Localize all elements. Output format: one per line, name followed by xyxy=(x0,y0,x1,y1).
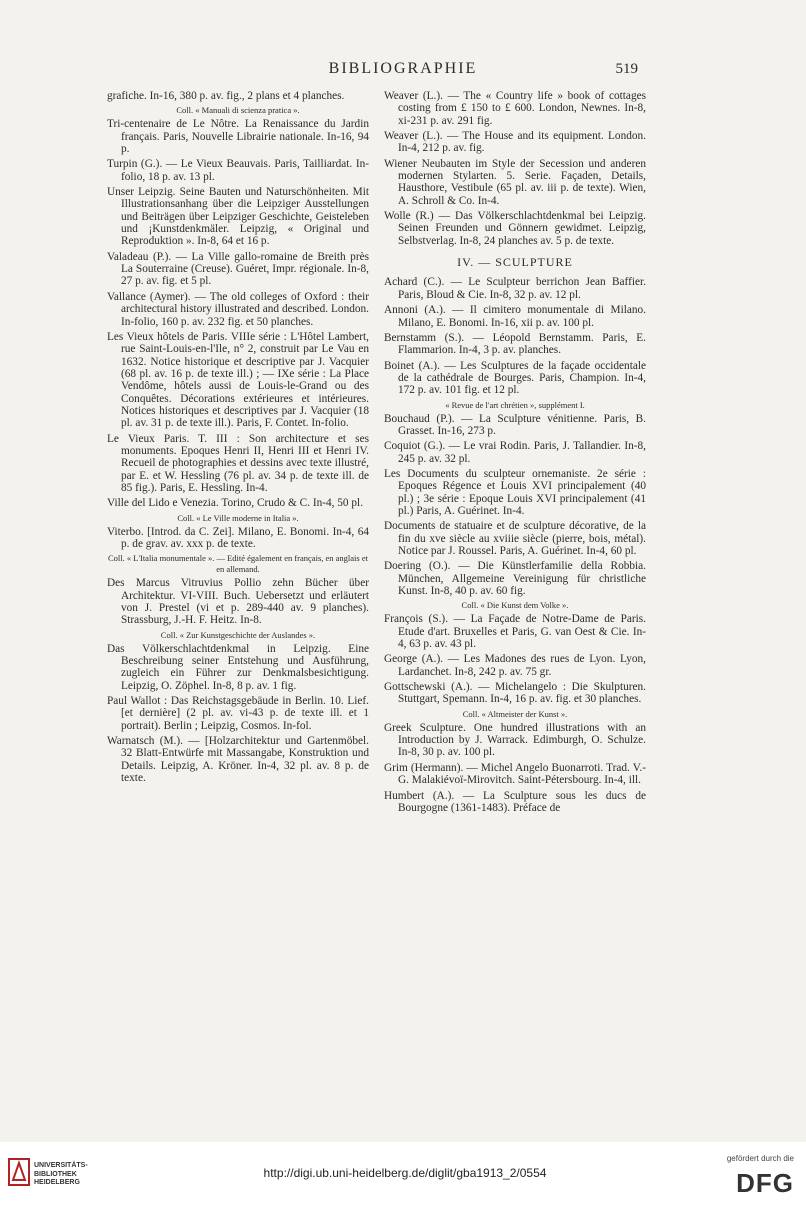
bibliography-entry: Bernstamm (S.). — Léopold Bernstamm. Paris, E. Flammarion. In-4, 3 p. av. planches. xyxy=(384,331,646,357)
series-note: « Revue de l'art chrétien », supplément I. xyxy=(445,399,585,410)
bibliography-entry: Humbert (A.). — La Sculpture sous les ducs de Bourgogne (1361-1483). Préface de xyxy=(384,789,646,814)
bibliography-entry: Coquiot (G.). — Le vrai Rodin. Paris, J. Tallandier. In-8, 245 p. av. 32 pl. xyxy=(384,440,646,465)
bibliography-entry: Weaver (L.). — The « Country life » book of cottages costing from £ 150 to £ 600. London, Newnes. In-8, xi-231 p. av. 291 fig. xyxy=(384,90,646,127)
left-column xyxy=(107,90,369,788)
bibliography-entry: Paul Wallot : Das Reichstagsgebäude in Berlin. 10. Lief. [et dernière] (2 pl. av. vi-43 p. de texte ill. et 1 portrait). Berlin ; Leipzig, Cosmos. In-fol. xyxy=(107,695,369,732)
bibliography-entry: Gottschewski (A.). — Michelangelo : Die Skulpturen. Stuttgart, Spemann. In-4, 16 p. av. fig. et 30 planches. xyxy=(384,681,646,706)
series-note: Coll. « Die Kunst dem Volke ». xyxy=(461,600,569,611)
bibliography-entry: Tri-centenaire de Le Nôtre. La Renaissance du Jardin français. Paris, Nouvelle Librairie nationale. In-16, 94 p. xyxy=(107,118,369,156)
library-name: UNIVERSITÄTS- BIBLIOTHEK HEIDELBERG xyxy=(34,1162,88,1186)
bibliography-entry: Grim (Hermann). — Michel Angelo Buonarroti. Trad. V.-G. Malakiévoï-Mirovitch. Saint-Pétersbourg. In-4, ill. xyxy=(384,761,646,787)
bibliography-entry: Valadeau (P.). — La Ville gallo-romaine de Breith près La Souterraine (Creuse). Guéret, Impr. régionale. In-8, 27 p. av. fig. et 5 pl. xyxy=(107,250,369,288)
bibliography-entry: George (A.). — Les Madones des rues de Lyon. Lyon, Lardanchet. In-8, 242 p. av. 75 gr. xyxy=(384,653,646,678)
bibliography-entry: Weaver (L.). — The House and its equipment. London. In-4, 212 p. av. fig. xyxy=(384,130,646,155)
right-column xyxy=(384,90,646,817)
bibliography-entry: Turpin (G.). — Le Vieux Beauvais. Paris, Tailliardat. In-folio, 18 p. av. 13 pl. xyxy=(107,158,369,183)
bibliography-entry: Unser Leipzig. Seine Bauten und Naturschönheiten. Mit Illustrationsanhang über die Leipziger Ausstellungen und Beiträgen über Leipziger Geschichte, Geisteleben und ¡Kunstdenkmäler. Leipzig, « Original und Reproduktion ». In-8, 64 et 16 p. xyxy=(107,186,369,248)
bibliography-entry: Wiener Neubauten im Style der Secession und anderen modernen Stylarten. 5. Serie. Façaden, Details, Hausthore, Vestibule (65 pl. av. iii p. de texte). Wien, A. Schroll & Co. In-4. xyxy=(384,157,646,207)
bibliography-entry: Le Vieux Paris. T. III : Son architecture et ses monuments. Epoques Henri II, Henri III et Henri IV. Recueil de photographies et dessins avec texte illustré, par E. et W. Hessling (76 pl. av. 34 p. de texte ill. de 85 fig.). Paris, E. Hessling. In-4. xyxy=(107,432,369,494)
bibliography-entry: Greek Sculpture. One hundred illustrations with an Introduction by J. Warrack. Edimburgh, O. Schulze. In-8, 30 p. av. 100 pl. xyxy=(384,721,646,759)
bibliography-entry: Warnatsch (M.). — [Holzarchitektur und Gartenmöbel. 32 Blatt-Entwürfe mit Massangabe, Konstruktion und Details. Leipzig, A. Kröner. In-4, 32 pl. av. 8 p. de texte. xyxy=(107,735,369,785)
series-note: Coll. « Manuali di scienza pratica ». xyxy=(176,105,300,116)
bibliography-entry: Das Völkerschlachtdenkmal in Leipzig. Eine Beschreibung seiner Entstehung und Ausführung, zugleich ein Führer zur Denkmalsbesichtigung. Leipzig, O. Zöphel. In-8, 8 p. av. 1 fig. xyxy=(107,642,369,692)
bibliography-entry: Les Vieux hôtels de Paris. VIIIe série : L'Hôtel Lambert, rue Saint-Louis-en-l'Ile, n° 2, construit par Le Vau en 1632. Notice historique et descriptive par J. Vacquier (68 pl. av. 16 p. de texte ill.) ; — IXe série : La Place Vendôme, hôtels aussi de Louis-le-Grand ou des Conquêtes. Décorations extérieures et intérieures. Notices historiques et descriptives par J. Vacquier (18 pl. av. 31 p. de texte ill.). Paris, F. Contet. In-folio. xyxy=(107,330,369,430)
bibliography-entry: Wolle (R.) — Das Völkerschlachtdenkmal bei Leipzig. Seinen Freunden und Gönnern gewidmet. Leipzig, Selbstverlag. In-8, 24 planches av. 5 p. de texte. xyxy=(384,210,646,247)
bibliography-entry: Vallance (Aymer). — The old colleges of Oxford : their architectural history illustrated and described. London. In-folio, 160 p. av. 232 fig. et 50 planches. xyxy=(107,290,369,328)
bibliography-entry: Annoni (A.). — Il cimitero monumentale di Milano. Milano, E. Bonomi. In-16, xii p. av. 100 pl. xyxy=(384,304,646,329)
bibliography-entry: Les Documents du sculpteur ornemaniste. 2e série : Epoques Régence et Louis XVI principalement (40 pl.) ; 3e série : Epoque Louis XVI principalement (41 pl.) Paris, A. Guérinet. In-4. xyxy=(384,467,646,517)
bibliography-entry: Doering (O.). — Die Künstlerfamilie della Robbia. München, Allgemeine Vereinigung für christliche Kunst. In-8, 40 p. av. 60 fig. xyxy=(384,560,646,598)
running-title: BIBLIOGRAPHIE xyxy=(328,60,478,77)
bibliography-entry: François (S.). — La Façade de Notre-Dame de Paris. Etude d'art. Bruxelles et Paris, G. van Oest & Cie. In-4, 63 p. av. 43 pl. xyxy=(384,613,646,651)
section-heading: IV. — SCULPTURE xyxy=(457,255,573,270)
bibliography-entry: grafiche. In-16, 380 p. av. fig., 2 plans et 4 planches. xyxy=(107,90,345,102)
series-note: Coll. « Le Ville moderne in Italia ». xyxy=(177,512,299,523)
series-note: Coll. « Zur Kunstgeschichte der Auslandes ». xyxy=(160,629,316,640)
page-url-link[interactable]: http://digi.ub.uni-heidelberg.de/diglit/gba1913_2/0554 xyxy=(263,1166,547,1180)
bibliography-entry: Achard (C.). — Le Sculpteur berrichon Jean Baffier. Paris, Bloud & Cie. In-8, 32 p. av. 12 pl. xyxy=(384,276,646,301)
bibliography-entry: Documents de statuaire et de sculpture décorative, de la fin du xve siècle au xviiie siècle (pierre, bois, métal). Notice par J. Roussel. Paris, A. Guérinet. In-4, 60 pl. xyxy=(384,520,646,557)
bibliography-entry: Bouchaud (P.). — La Sculpture vénitienne. Paris, B. Grasset. In-16, 273 p. xyxy=(384,412,646,437)
series-note: Coll. « Altmeister der Kunst ». xyxy=(462,708,568,719)
dfg-logo: DFG xyxy=(736,1168,794,1198)
page-number: 519 xyxy=(615,61,638,77)
viewer-footer xyxy=(0,1142,806,1208)
bibliography-entry: Des Marcus Vitruvius Pollio zehn Bücher über Architektur. VI-VIII. Buch. Uebersetzt und erläutert von J. Prestel (vi et p. 289-440 av. 9 planches). Strassburg, J.-H. F. Heitz. In-8. xyxy=(107,577,369,627)
series-note: Coll. « L'Italia monumentale ». — Edité également en français, en anglais et en allemand. xyxy=(108,553,368,575)
bibliography-entry: Viterbo. [Introd. da C. Zei]. Milano, E. Bonomi. In-4, 64 p. de grav. av. xxx p. de texte. xyxy=(107,525,369,550)
university-seal-icon xyxy=(8,1158,30,1186)
funded-by-label: gefördert durch die xyxy=(726,1154,794,1163)
bibliography-entry: Ville del Lido e Venezia. Torino, Crudo & C. In-4, 50 pl. xyxy=(107,497,364,510)
bibliography-entry: Boinet (A.). — Les Sculptures de la façade occidentale de la cathédrale de Bourges. Paris, Champion. In-4, 172 p. av. 101 fig. et 12 pl. xyxy=(384,359,646,397)
